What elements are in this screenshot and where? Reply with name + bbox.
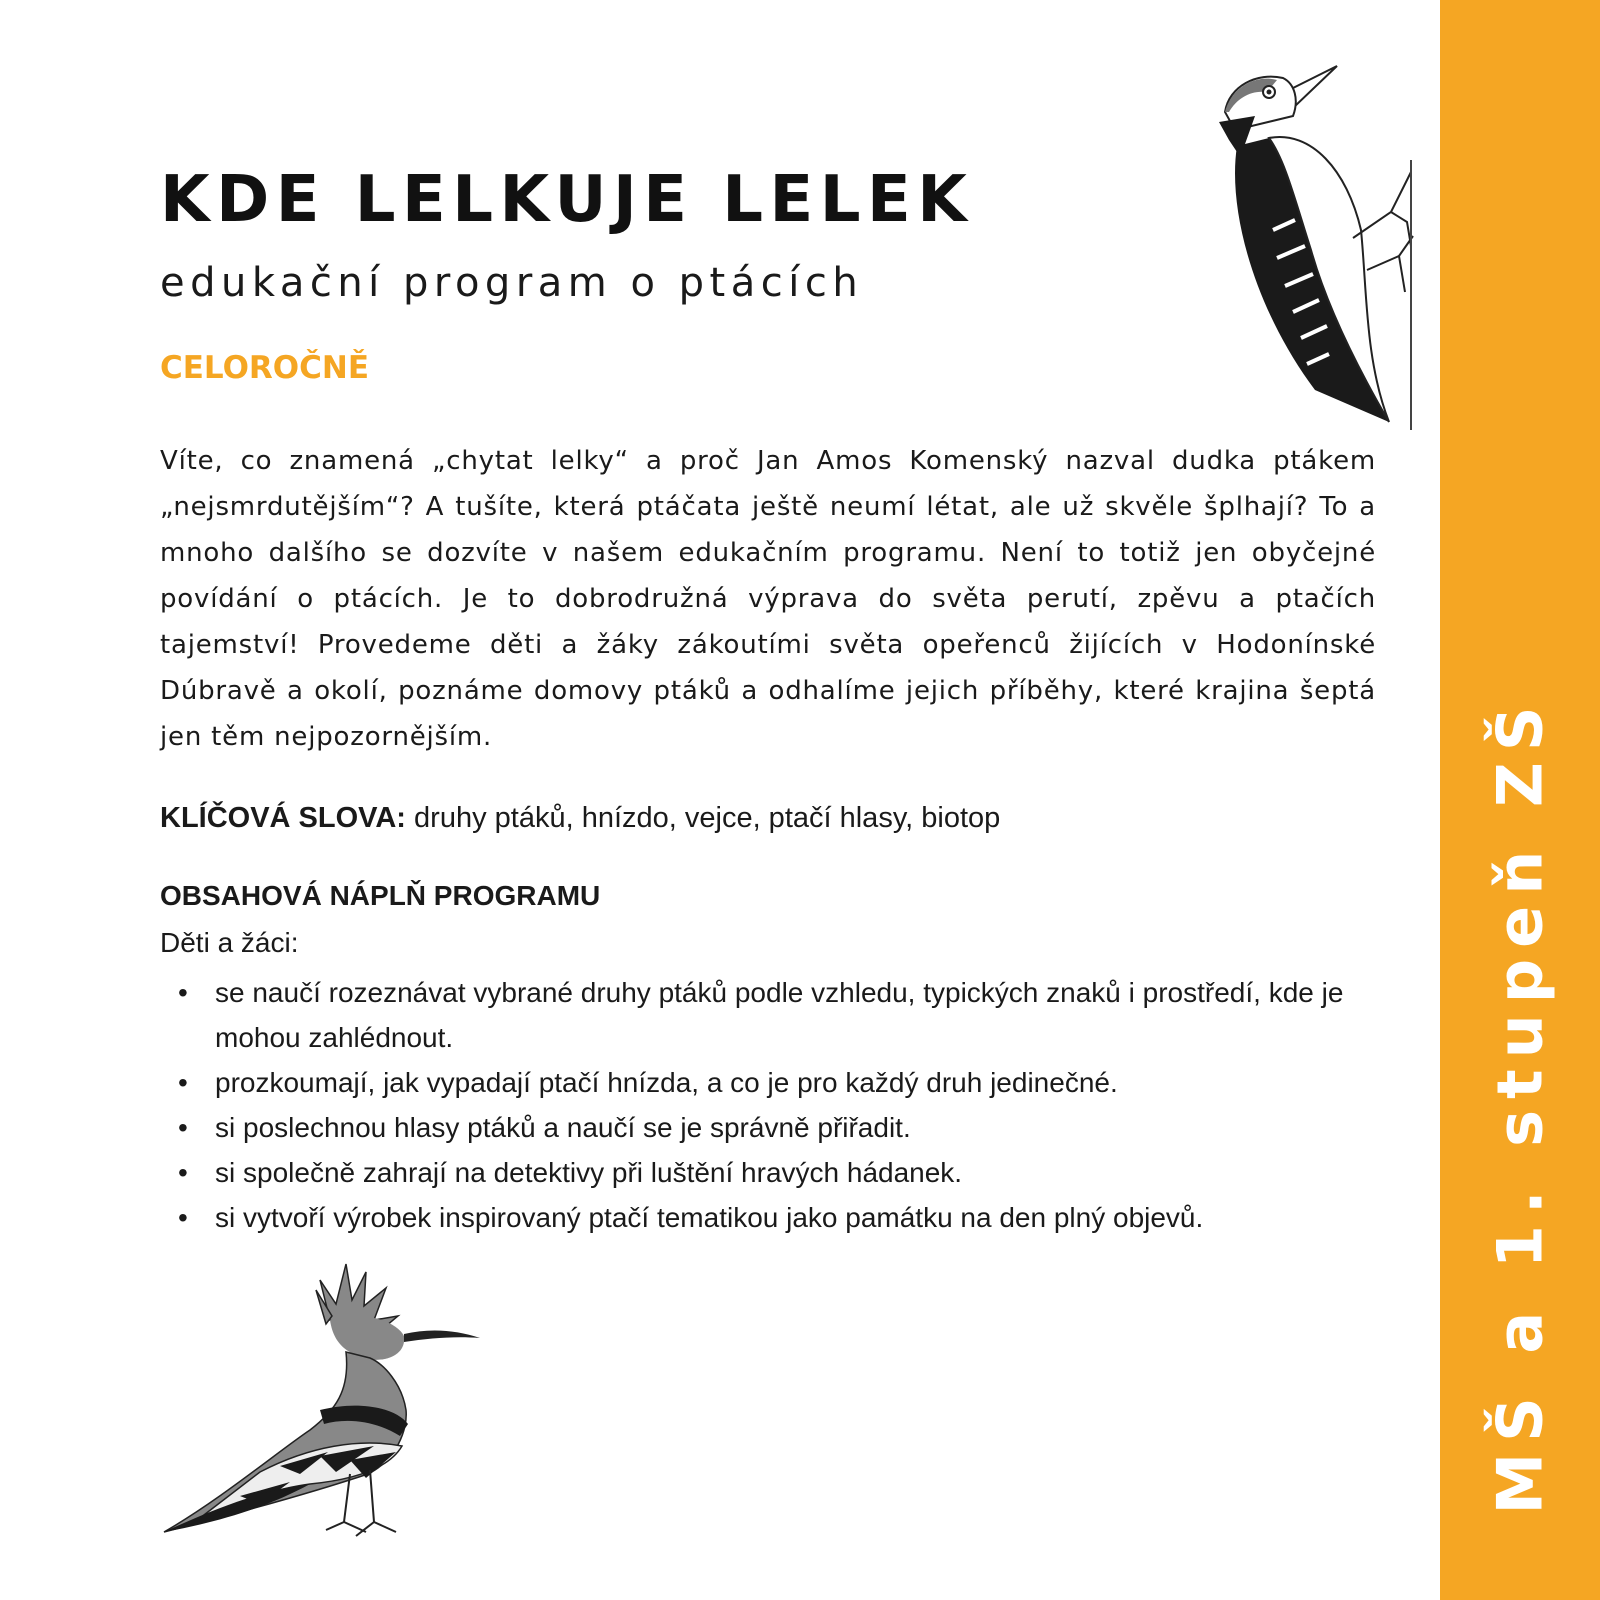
page-subtitle: edukační program o ptácích (160, 260, 864, 306)
keywords-label: KLÍČOVÁ SLOVA: (160, 802, 406, 834)
audience-label: MŠ a 1. stupeň ZŠ (1483, 695, 1557, 1515)
season-label: CELOROČNĚ (160, 350, 370, 386)
keywords-value: druhy ptáků, hnízdo, vejce, ptačí hlasy, biotop (414, 802, 1001, 834)
keywords-line (160, 800, 1000, 836)
woodpecker-icon (1215, 60, 1435, 430)
list-item: • prozkoumají, jak vypadají ptačí hnízda, a co je pro každý druh jedinečné. (160, 1060, 1380, 1105)
audience-sidebar (1440, 0, 1600, 1600)
hoopoe-icon (160, 1260, 500, 1580)
content-heading: OBSAHOVÁ NÁPLŇ PROGRAMU (160, 880, 601, 911)
content-list (160, 970, 1380, 1240)
list-item: • si společně zahrají na detektivy při luštění hravých hádanek. (160, 1150, 1380, 1195)
list-item: • se naučí rozeznávat vybrané druhy ptáků podle vzhledu, typických znaků i prostředí, kde je mohou zahlédnout. (160, 970, 1380, 1060)
content-intro: Děti a žáci: (160, 927, 299, 958)
intro-paragraph: Víte, co znamená „chytat lelky“ a proč Jan Amos Komenský nazval dudka ptákem „nejsmrdutějším“? A tušíte, která ptáčata ještě neumí létat, ale už skvěle šplhají? To a mnoho dalšího se dozvíte v našem edukačním programu. Není to totiž jen obyčejné povídání o ptácích. Je to dobrodružná výprava do světa perutí, zpěvu a ptačích tajemství! Provedeme děti a žáky zákoutími světa opeřenců žijících v Hodonínské Dúbravě a okolí, poznáme domovy ptáků a odhalíme jejich příběhy, které krajina šeptá jen těm nejpozornějším. (160, 446, 1376, 752)
list-item: • si poslechnou hlasy ptáků a naučí se je správně přiřadit. (160, 1105, 1380, 1150)
page-title: KDE LELKUJE LELEK (160, 163, 974, 237)
list-item: • si vytvoří výrobek inspirovaný ptačí tematikou jako památku na den plný objevů. (160, 1195, 1380, 1240)
